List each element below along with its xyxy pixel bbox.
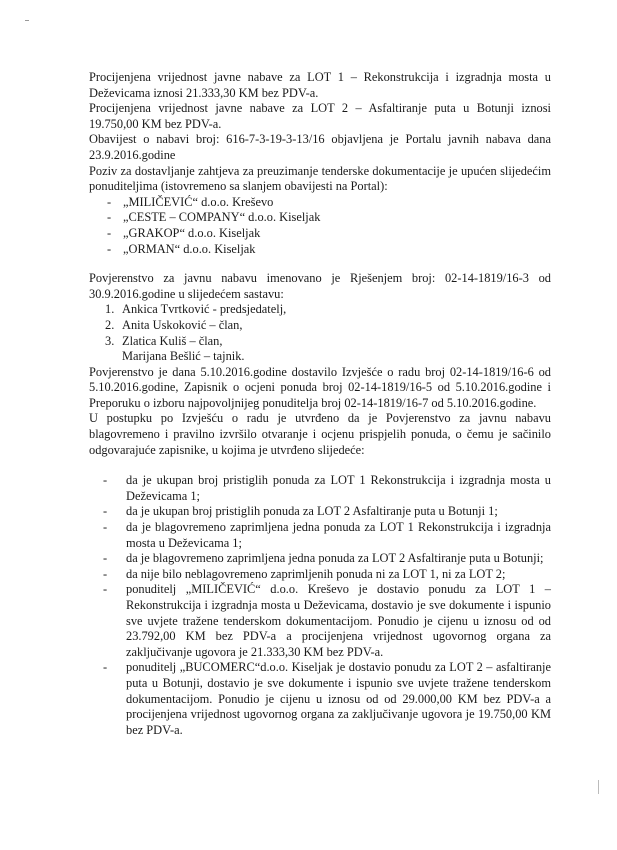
paragraph-procedure: U postupku po Izvješću o radu je utvrđeno da je Povjerenstvo za javnu nabavu blagovremeno i pravilno izvršilo otvaranje i ocjenu prispjelih ponuda, o čemu je sačinilo odgovarajuće zapisnike, u kojima je utvrđeno slijedeće: (89, 411, 551, 457)
list-item: 2. Anita Uskoković – član, (105, 317, 243, 332)
list-item: - da je blagovremeno zaprimljena jedna ponuda za LOT 1 Rekonstrukcija i izgradnja mosta u Deževicama 1; (89, 520, 551, 551)
paragraph-lot1-value: Procijenjena vrijednost javne nabave za LOT 1 – Rekonstrukcija i izgradnja mosta u Deževicama iznosi 21.333,30 KM bez PDV-a. (89, 70, 551, 100)
list-item: - ponuditelj „BUCOMERC“d.o.o. Kiseljak je dostavio ponudu za LOT 2 – asfaltiranje puta u Botunji, dostavio je sve dokumente i ispunio sve uvjete tražene tenderskom dokumentacijom. Ponudio je cijenu u iznosu od od 29.000,00 KM bez PDV-a a procijenjena vrijednost ugovornog organa za zaključivanje ugovora je 19.750,00 KM bez PDV-a. (89, 660, 551, 738)
list-item: - ponuditelj „MILIČEVIĆ“ d.o.o. Kreševo je dostavio ponudu za LOT 1 – Rekonstrukcija i izgradnja mosta u Deževicama, dostavio je sve dokumente i ispunio sve uvjete tražene tenderskom dokumentacijom. Ponudio je cijenu u iznosu od od 23.792,00 KM bez PDV-a a procijenjena vrijednost ugovornog organa za zaključivanje ugovora je 21.333,30 KM bez PDV-a. (89, 582, 551, 660)
paragraph-invitation: Poziv za dostavljanje zahtjeva za preuzimanje tenderske dokumentacije je upućen slijedećim ponuditeljima (istovremeno sa slanjem obavijesti na Portal): (89, 163, 551, 194)
list-item: - „GRAKOP“ d.o.o. Kiseljak (89, 226, 551, 242)
paragraph-notice: Obavijest o nabavi broj: 616-7-3-19-3-13/16 objavljena je Portalu javnih nabava dana 23.9.2016.godine (89, 132, 551, 162)
list-item: - da je ukupan broj pristiglih ponuda za LOT 1 Rekonstrukcija i izgradnja mosta u Deževicama 1; (89, 473, 551, 504)
list-item: 1. Ankica Tvrtković - predsjedatelj, (105, 302, 287, 317)
list-item: - „ORMAN“ d.o.o. Kiseljak (89, 242, 551, 258)
scan-mark (598, 780, 599, 794)
committee-list (89, 302, 551, 364)
scan-mark (25, 20, 29, 21)
list-item: - da je blagovremeno zaprimljena jedna ponuda za LOT 2 Asfaltiranje puta u Botunji; (89, 551, 551, 567)
spacer (89, 257, 551, 271)
list-item: 3. Zlatica Kuliš – član, (105, 333, 223, 348)
list-item: - da je ukupan broj pristiglih ponuda za LOT 2 Asfaltiranje puta u Botunji 1; (89, 504, 551, 520)
findings-list (89, 473, 551, 738)
spacer (89, 458, 551, 473)
bidder-list (89, 195, 551, 257)
list-item: - „CESTE – COMPANY“ d.o.o. Kiseljak (89, 210, 551, 226)
paragraph-committee: Povjerenstvo za javnu nabavu imenovano je Rješenjem broj: 02-14-1819/16-3 od 30.9.2016.godine u slijedećem sastavu: (89, 271, 551, 301)
list-item: Marijana Bešlić – tajnik. (122, 349, 245, 364)
list-item: - „MILIČEVIĆ“ d.o.o. Kreševo (89, 195, 551, 211)
paragraph-report: Povjerenstvo je dana 5.10.2016.godine dostavilo Izvješće o radu broj 02-14-1819/16-6 od 5.10.2016.godine, Zapisnik o ocjeni ponuda broj 02-14-1819/16-5 od 5.10.2016.godine i Preporuku o izboru najpovoljnijeg ponuditelja broj 02-14-1819/16-7 od 5.10.2016.godine. (89, 364, 551, 410)
list-item: - da nije bilo neblagovremeno zaprimljenih ponuda ni za LOT 1, ni za LOT 2; (89, 567, 551, 583)
paragraph-lot2-value: Procijenjena vrijednost javne nabave za LOT 2 – Asfaltiranje puta u Botunji iznosi 19.750,00 KM bez PDV-a. (89, 101, 551, 131)
document-page (89, 70, 551, 738)
